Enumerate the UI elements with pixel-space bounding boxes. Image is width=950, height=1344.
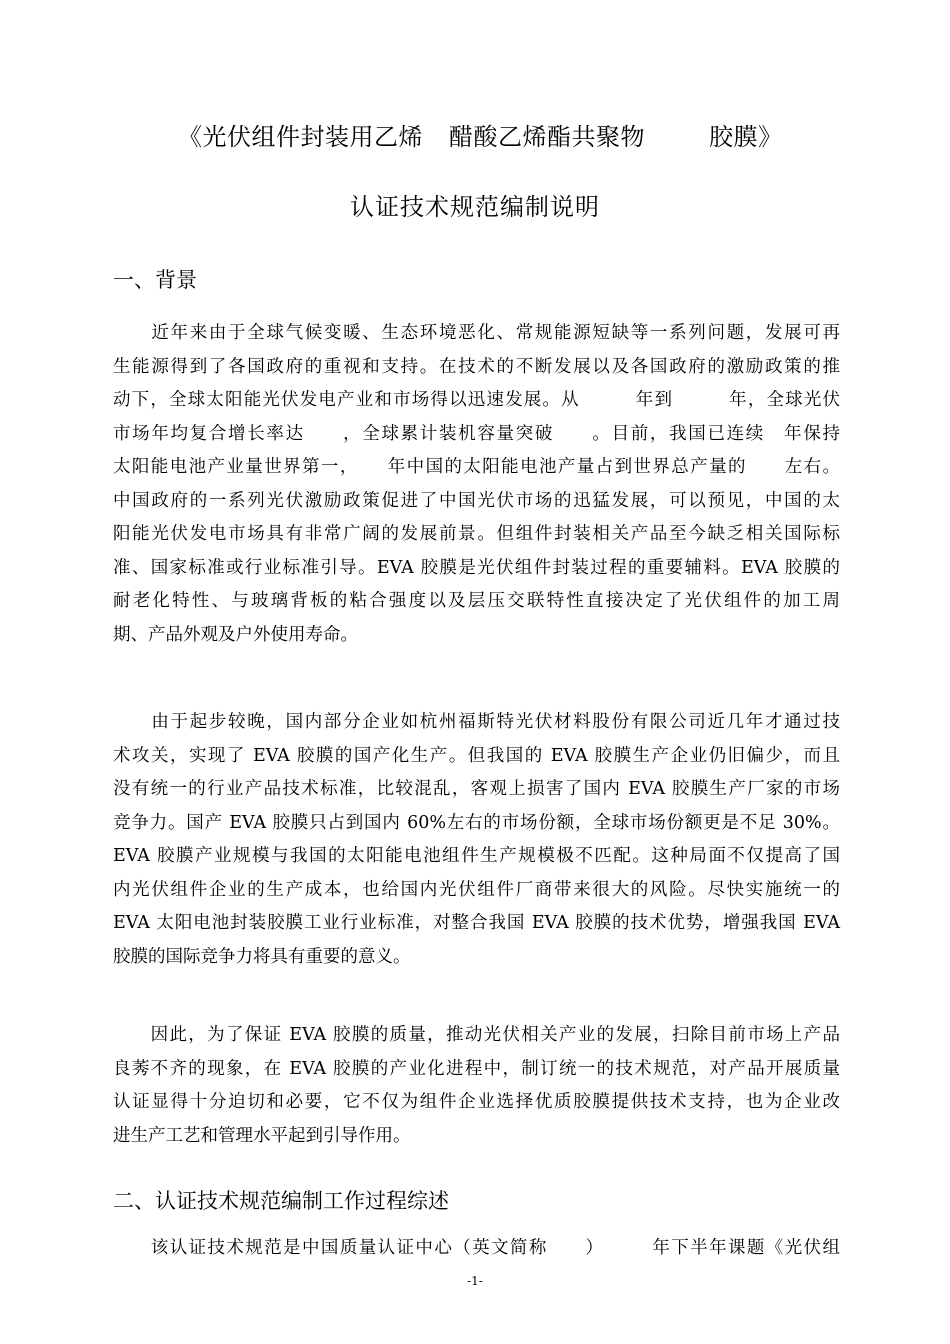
title-part-2: 醋酸乙烯酯共聚物 <box>449 123 645 151</box>
title-part-1: 《光伏组件封装用乙烯 <box>178 123 423 151</box>
paragraph-line: 胶膜的国际竞争力将具有重要的意义。 <box>113 946 411 967</box>
paragraph-line: 该认证技术规范是中国质量认证中心（英文简称 ） 年下半年课题《光伏组 <box>113 1238 840 1258</box>
document-title <box>178 117 783 152</box>
paragraph-line: 进生产工艺和管理水平起到引导作用。 <box>113 1125 411 1146</box>
paragraph-3 <box>113 1019 840 1153</box>
paragraph-line: 由于起步较晚，国内部分企业如杭州福斯特光伏材料股份有限公司近几年才通过技 <box>113 712 840 732</box>
paragraph-2 <box>113 706 840 974</box>
paragraph-line: 动下，全球太阳能光伏发电产业和市场得以迅速发展。从 年到 年，全球光伏 <box>113 390 840 410</box>
paragraph-1 <box>113 317 840 652</box>
paragraph-line: 近年来由于全球气候变暖、生态环境恶化、常规能源短缺等一系列问题，发展可再 <box>113 323 840 343</box>
paragraph-line: 认证显得十分迫切和必要，它不仅为组件企业选择优质胶膜提供技术支持，也为企业改 <box>113 1092 840 1112</box>
section-heading-background: 一、背景 <box>113 268 197 292</box>
paragraph-line: 内光伏组件企业的生产成本，也给国内光伏组件厂商带来很大的风险。尽快实施统一的 <box>113 879 840 900</box>
paragraph-line: 竞争力。国产 EVA 胶膜只占到国内 60%左右的市场份额，全球市场份额更是不足 30%。 <box>113 812 840 833</box>
paragraph-4 <box>113 1232 840 1266</box>
paragraph-line: 太阳能电池产业量世界第一， 年中国的太阳能电池产量占到世界总产量的 左右。 <box>113 457 840 477</box>
paragraph-line: 中国政府的一系列光伏激励政策促进了中国光伏市场的迅猛发展，可以预见，中国的太 <box>113 490 840 511</box>
paragraph-line: 耐老化特性、与玻璃背板的粘合强度以及层压交联特性直接决定了光伏组件的加工周 <box>113 591 840 611</box>
paragraph-line: 没有统一的行业产品技术标准，比较混乱，客观上损害了国内 EVA 胶膜生产厂家的市场 <box>113 779 840 799</box>
paragraph-line: EVA 胶膜产业规模与我国的太阳能电池组件生产规模极不匹配。这种局面不仅提高了国 <box>113 846 840 866</box>
paragraph-line: 生能源得到了各国政府的重视和支持。在技术的不断发展以及各国政府的激励政策的推 <box>113 356 840 377</box>
paragraph-line: 良莠不齐的现象，在 EVA 胶膜的产业化进程中，制订统一的技术规范，对产品开展质量 <box>113 1058 840 1079</box>
section-heading-process: 二、认证技术规范编制工作过程综述 <box>113 1189 449 1213</box>
paragraph-line: 阳能光伏发电市场具有非常广阔的发展前景。但组件封装相关产品至今缺乏相关国际标 <box>113 524 840 544</box>
paragraph-line: 准、国家标准或行业标准引导。EVA 胶膜是光伏组件封装过程的重要辅料。EVA 胶膜的 <box>113 557 840 578</box>
paragraph-line: EVA 太阳电池封装胶膜工业行业标准，对整合我国 EVA 胶膜的技术优势，增强我国 EVA <box>113 913 840 933</box>
paragraph-line: 期、产品外观及户外使用寿命。 <box>113 624 358 645</box>
page-number: -1- <box>467 1274 483 1288</box>
paragraph-line: 市场年均复合增长率达 ，全球累计装机容量突破 。目前，我国已连续 年保持 <box>113 423 840 444</box>
paragraph-line: 因此，为了保证 EVA 胶膜的质量，推动光伏相关产业的发展，扫除目前市场上产品 <box>113 1025 840 1045</box>
paragraph-line: 术攻关，实现了 EVA 胶膜的国产化生产。但我国的 EVA 胶膜生产企业仍旧偏少，而且 <box>113 745 840 766</box>
document-subtitle: 认证技术规范编制说明 <box>350 193 600 221</box>
title-part-3: 胶膜》 <box>709 123 783 151</box>
